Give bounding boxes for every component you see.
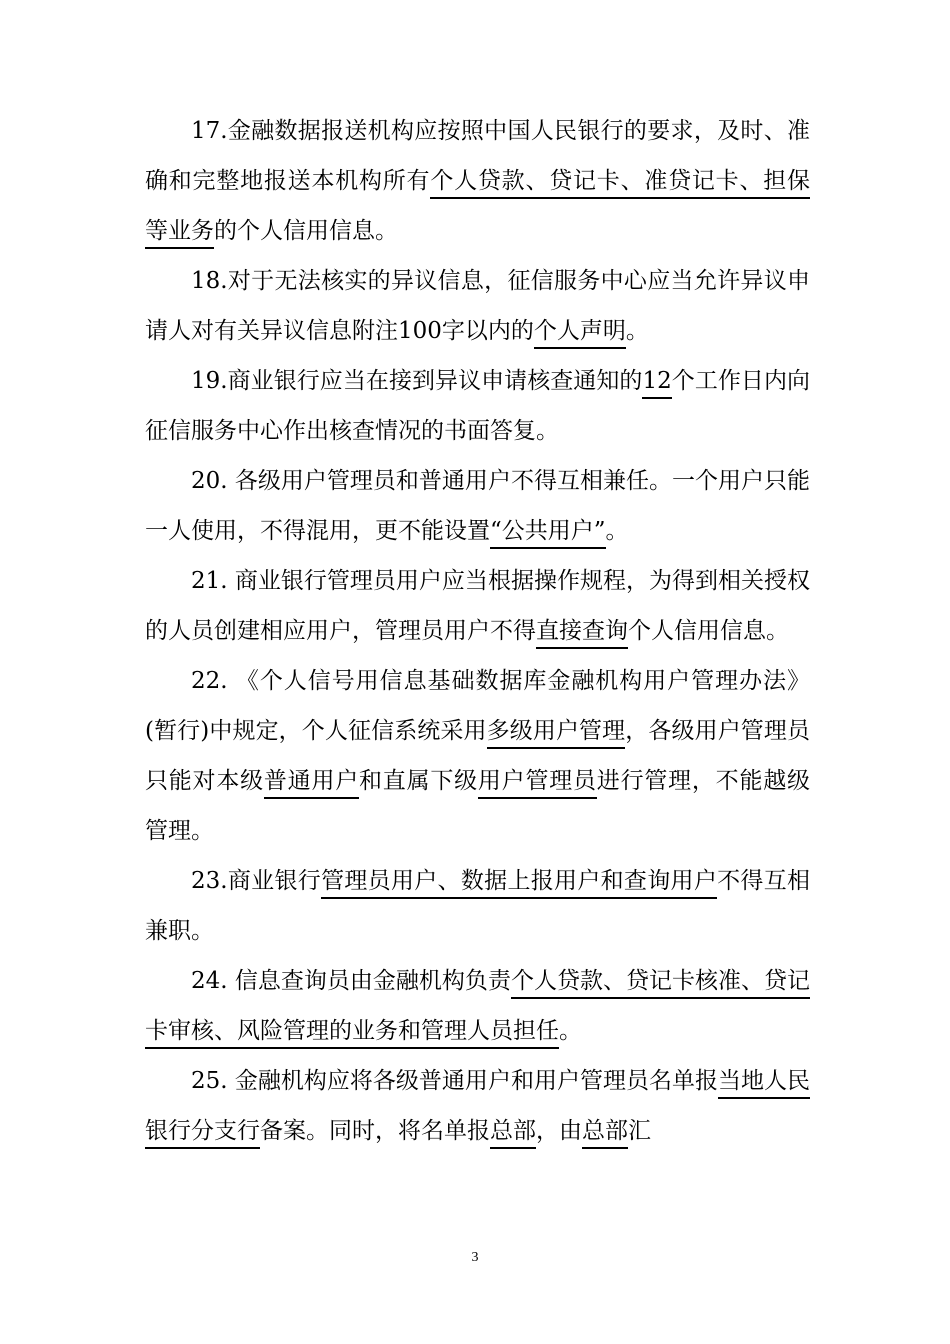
underlined-answer: 当地人民银行分支行 — [145, 1068, 810, 1149]
list-item — [145, 956, 810, 1056]
underlined-answer: 总部 — [582, 1118, 628, 1149]
item-text: 汇 — [628, 1118, 651, 1144]
item-number: 24. — [191, 968, 228, 994]
underlined-answer: 多级用户管理 — [487, 718, 626, 749]
underlined-answer: 个人贷款、贷记卡、准贷记卡、担保等业务 — [145, 168, 810, 249]
item-number: 23. — [191, 868, 228, 894]
underlined-answer: “公共用户” — [490, 518, 606, 549]
item-number: 20. — [191, 468, 228, 494]
list-item — [145, 656, 810, 856]
item-text: 。 — [625, 318, 649, 344]
item-number: 22. — [191, 668, 228, 694]
underlined-answer: 个人声明 — [534, 318, 626, 349]
item-text: 进行管理，不能越级管理。 — [145, 768, 811, 844]
item-text: 信息查询员由金融机构负责 — [227, 968, 511, 994]
item-text: 商业银行应当在接到异议申请核查通知的 — [227, 368, 643, 394]
item-number: 25. — [191, 1068, 228, 1094]
list-item — [145, 456, 810, 556]
item-text: 的个人信用信息。 — [214, 218, 398, 244]
list-item — [145, 106, 810, 256]
item-text: 个工作日内向征信服务中心作出核查情况的书面答复。 — [145, 368, 811, 444]
underlined-answer: 个人贷款、贷记卡核准、贷记卡审核、风险管理的业务和管理人员担任 — [145, 968, 810, 1049]
item-text: 不得互相兼职。 — [145, 868, 810, 944]
item-text: 各级用户管理员和普通用户不得互相兼任。一个用户只能一人使用，不得混用，更不能设置 — [145, 468, 810, 544]
underlined-answer: 用户管理员 — [478, 768, 597, 799]
list-item — [145, 356, 810, 456]
item-number: 21. — [191, 568, 228, 594]
item-text: 和直属下级 — [359, 768, 478, 794]
underlined-answer: 12 — [642, 368, 671, 399]
underlined-answer: 管理员用户、数据上报用户和查询用户 — [321, 868, 717, 899]
list-item — [145, 1056, 810, 1156]
item-text: 。 — [559, 1018, 582, 1044]
item-text: 备案。同时，将名单报 — [260, 1118, 490, 1144]
underlined-answer: 总部 — [490, 1118, 536, 1149]
item-number: 17. — [191, 118, 228, 144]
document-body — [145, 106, 810, 1156]
item-text: 《个人信号用信息基础数据库金融机构用户管理办法》(暂行)中规定，个人征信系统采用 — [145, 668, 810, 744]
list-item — [145, 256, 810, 356]
list-item — [145, 856, 810, 956]
item-text: 金融机构应将各级普通用户和用户管理员名单报 — [227, 1068, 718, 1094]
item-text: 对于无法核实的异议信息，征信服务中心应当允许异议申请人对有关异议信息附注100字以内的 — [145, 268, 810, 344]
item-number: 19. — [191, 368, 228, 394]
item-text: 。 — [605, 518, 629, 544]
list-item — [145, 556, 810, 656]
item-text: 金融数据报送机构应按照中国人民银行的要求，及时、准确和完整地报送本机构所有 — [145, 118, 810, 194]
page-number: 3 — [471, 1250, 479, 1265]
underlined-answer: 普通用户 — [264, 768, 359, 799]
item-text: 个人信用信息。 — [628, 618, 789, 644]
item-text: 商业银行管理员用户应当根据操作规程，为得到相关授权的人员创建相应用户，管理员用户不得 — [145, 568, 810, 644]
item-number: 18. — [191, 268, 228, 294]
item-text: ，各级用户管理员只能对本级 — [145, 718, 811, 794]
item-text: 商业银行 — [227, 868, 322, 894]
underlined-answer: 直接查询 — [536, 618, 628, 649]
item-text: ，由 — [536, 1118, 582, 1144]
